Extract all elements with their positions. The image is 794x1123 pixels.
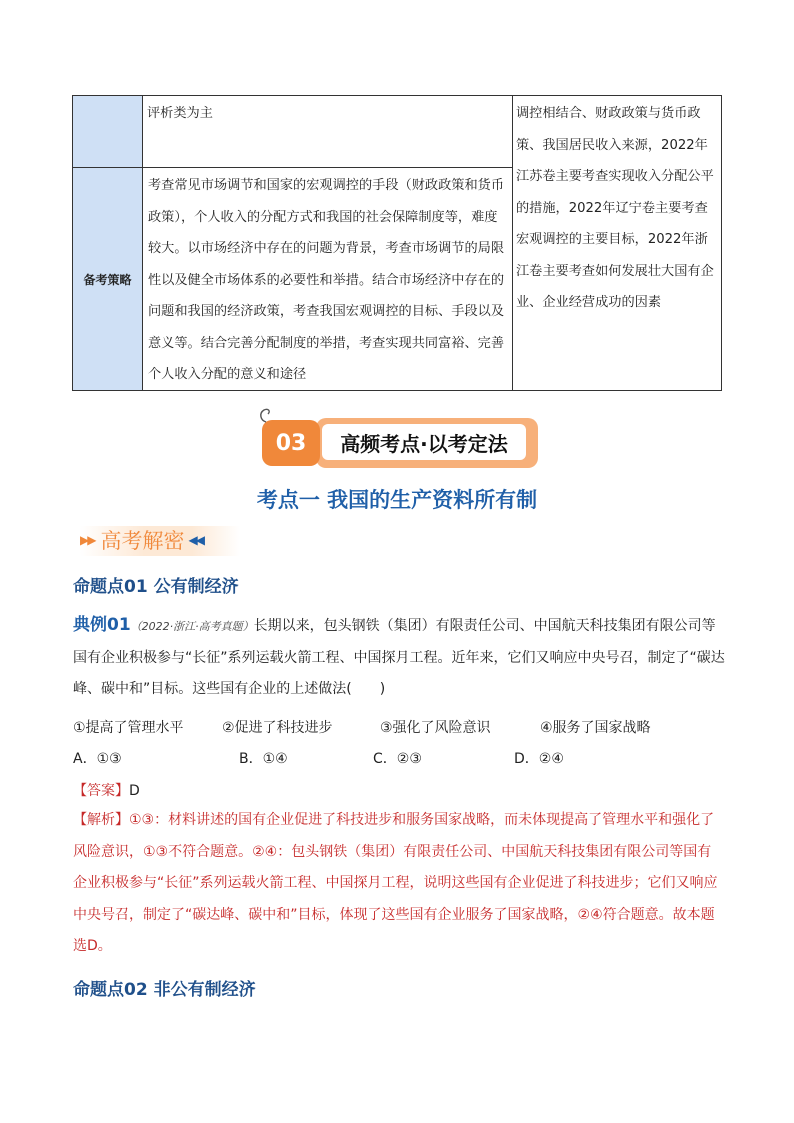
choice-d: D．②④ bbox=[514, 751, 564, 767]
topic-title: 考点一 我国的生产资料所有制 bbox=[256, 488, 538, 512]
choice-a: A．①③ bbox=[73, 751, 122, 767]
answer-label: 【答案】 bbox=[73, 783, 129, 799]
double-arrow-right-icon: ▶▶ bbox=[80, 533, 95, 547]
swirl-icon bbox=[256, 404, 276, 424]
statement-2: ②促进了科技进步 bbox=[222, 720, 333, 736]
analysis-part-2: 不符合题意。 bbox=[168, 843, 253, 860]
answer-line bbox=[73, 780, 140, 800]
double-arrow-left-icon: ◀◀ bbox=[188, 533, 203, 547]
section-title: 高频考点·以考定法 bbox=[322, 424, 526, 460]
table-cell-right-text: 调控相结合、财政政策与货币政策、我国居民收入来源，2022年江苏卷主要考查实现收入分配公平的措施，2022年辽宁卷主要考查宏观调控的主要目标，2022年浙江卷主要考查如何发展壮大国有企业、企业经营成功的因素 bbox=[512, 95, 722, 391]
analysis-mark-4: ②④ bbox=[577, 906, 603, 923]
analysis-mark-2: ①③ bbox=[143, 843, 169, 860]
analysis-part-4: 符合题意。故本题选D。 bbox=[73, 906, 715, 954]
example-label: 典例01 bbox=[73, 615, 131, 635]
example-stem-text: 长期以来，包头钢铁（集团）有限责任公司、中国航天科技集团有限公司等国有企业积极参与“长征”系列运载火箭工程、中国探月工程。近年来，它们又响应中央号召，制定了“碳达峰、碳中和”目标。这些国有企业的上述做法( ) bbox=[73, 618, 725, 697]
choice-c: C．②③ bbox=[373, 751, 422, 767]
strategy-label: 备考策略 bbox=[83, 272, 132, 287]
strategy-table bbox=[72, 95, 722, 391]
table-cell-strategy-text: 考查常见市场调节和国家的宏观调控的手段（财政政策和货币政策），个人收入的分配方式和我国的社会保障制度等，难度较大。以市场经济中存在的问题为背景，考查市场调节的局限性以及健全市场体系的必要性和举措。结合市场经济中存在的问题和我国的经济政策，考查我国宏观调控的目标、手段以及意义等。结合完善分配制度的举措，考查实现共同富裕、完善个人收入分配的意义和途径 bbox=[142, 167, 513, 391]
statement-3: ③强化了风险意识 bbox=[380, 720, 491, 736]
statement-1: ①提高了管理水平 bbox=[73, 720, 184, 736]
analysis-part-3: ：包头钢铁（集团）有限责任公司、中国航天科技集团有限公司等国有企业积极参与“长征”系列运载火箭工程、中国探月工程，说明这些国有企业促进了科技进步；它们又响应中央号召，制定了“碳达峰、碳中和”目标，体现了这些国有企业服务了国家战略， bbox=[73, 843, 718, 923]
answer-value: D bbox=[129, 783, 140, 799]
analysis-label: 【解析】 bbox=[73, 812, 129, 828]
section-banner bbox=[262, 418, 538, 468]
point2-title: 命题点02 非公有制经济 bbox=[73, 980, 256, 1000]
table-label-cell-empty bbox=[72, 95, 143, 168]
section-number: 03 bbox=[262, 420, 320, 466]
statement-4: ④服务了国家战略 bbox=[540, 720, 651, 736]
gaokao-label: 高考解密 bbox=[100, 529, 185, 553]
table-cell-row1: 评析类为主 bbox=[142, 95, 513, 168]
choice-b: B．①④ bbox=[239, 751, 288, 767]
analysis-mark-3: ②④ bbox=[252, 843, 278, 860]
gaokao-heading bbox=[80, 522, 250, 558]
example-source: （2022·浙江·高考真题） bbox=[130, 620, 254, 633]
analysis-mark-1: ①③ bbox=[129, 812, 155, 828]
point1-title: 命题点01 公有制经济 bbox=[73, 577, 239, 597]
analysis-text bbox=[73, 805, 725, 963]
analysis-part-1: ：材料讲述的国有企业促进了科技进步和服务国家战略，而未体现提高了管理水平和强化了风险意识， bbox=[73, 812, 715, 860]
section-title-frame bbox=[316, 418, 538, 468]
table-label-cell-strategy bbox=[72, 167, 143, 391]
example-stem bbox=[73, 610, 725, 706]
